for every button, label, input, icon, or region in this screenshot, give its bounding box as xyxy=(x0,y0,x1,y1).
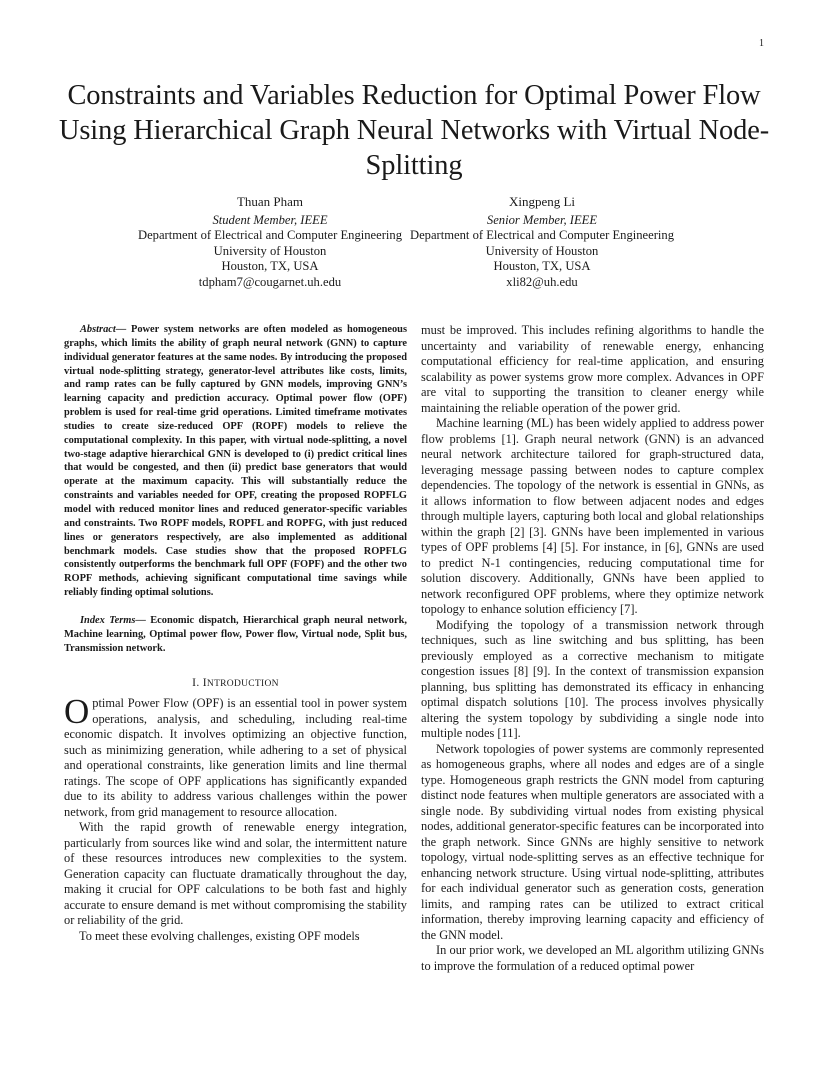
intro-paragraph-topology: Modifying the topology of a transmission network through techniques, such as line switching and bus splitting, has been previously employed as a corrective mechanism to mitigate congestion issues [8] [9]. In the context of transmission expansion planning, bus splitting has demonstrated its efficacy in enhancing optimal dispatch solutions [10]. The process involves physically altering the system topology by subdividing a single node into multiple nodes [11]. xyxy=(421,617,764,740)
author-membership: Student Member, IEEE xyxy=(212,212,328,227)
author-block-2 xyxy=(372,194,712,291)
intro-paragraph-1 xyxy=(64,692,407,820)
author-university: University of Houston xyxy=(485,243,599,258)
section-heading xyxy=(64,676,407,689)
right-column xyxy=(421,323,764,974)
intro-paragraph-continued: must be improved. This includes refining algorithms to handle the uncertainty and variability of renewable energy, enhancing computational efficiency for real-time application, and ensuring scalability as power systems grow more complex. Advances in OPF are vital to supporting the transition to cleaner energy while maintaining the reliable operation of the power grid. xyxy=(421,323,764,415)
paper-title: Constraints and Variables Reduction for Optimal Power Flow Using Hierarchical Graph Neural Networks with Virtual Node-Splitting xyxy=(58,80,770,181)
intro-paragraph-2: With the rapid growth of renewable energy integration, particularly from sources like wind and solar, the intermittent nature of these resources introduces new complexities to the system. Generation capacity can fluctuate dramatically throughout the day, making it crucial for OPF calculations to be both fast and highly accurate to ensure demand is met without compromising the stability or reliability of the grid. xyxy=(64,820,407,928)
section-title-initial: I xyxy=(202,676,207,690)
index-terms: Index Terms— Economic dispatch, Hierarchical graph neural network, Machine learning, Optimal power flow, Power flow, Virtual node, Split bus, Transmission network. xyxy=(64,614,407,654)
intro-paragraph-3: To meet these evolving challenges, existing OPF models xyxy=(79,928,360,943)
abstract-label: Abstract xyxy=(80,324,116,335)
author-location: Houston, TX, USA xyxy=(493,259,591,274)
abstract-text: Power system networks are often modeled as homogeneous graphs, which limits the ability of graph neural network (GNN) to capture individual generator features at the same nodes. By introducing the proposed virtual node-splitting strategy, generator-level attributes like costs, limits, and ramp rates can be fully captured by GNN models, improving GNN’s learning capacity and prediction accuracy. Optimal power flow (OPF) problem is used for real-time grid operations. Limited timeframe motivates studies to create size-reduced OPF (ROPF) models to relieve the computational complexity. In this paper, with virtual node-splitting, a novel two-stage adaptive hierarchical GNN is developed to (i) predict critical lines that would be congested, and then (ii) predict base generators that would operate at the maximum capacity. This will substantially reduce the constraints and variables needed for OPF, creating the proposed ROPFLG model with reduced monitor lines and reduced generator-specific variables and constraints. Two ROPF models, ROPFL and ROPFG, with just reduced lines or generators respectively, are also implemented as additional benchmark models. Case studies show that the proposed ROPFLG consistently outperforms the benchmark full OPF (FOPF) and the other two ROPF methods, achieving significant computational time savings while reliably finding optimal solutions. xyxy=(64,324,407,599)
intro-paragraph-ml: Machine learning (ML) has been widely applied to address power flow problems [1]. Graph neural network (GNN) is an advanced neural network architecture tailored for graph-structured data, leveraging message passing between nodes to capture complex dependencies. The topology of the network is essential in GNNs, as it allows information to flow between adjacent nodes and edges through multiple layers, capturing both local and global relationships within the graph [2] [3]. GNNs have been implemented in various types of OPF problems [4] [5]. For instance, in [6], GNNs are used to predict N-1 contingencies, reducing computational time for solution discovery. Additionally, GNNs have been applied to network reconfigured OPF problems, where they optimize network topology to enhance solution efficiency [7]. xyxy=(421,416,764,616)
author-university: University of Houston xyxy=(213,243,327,258)
author-department: Department of Electrical and Computer Engineering xyxy=(409,228,675,243)
section-numeral: I. xyxy=(192,676,200,690)
intro-paragraph-prior-work: In our prior work, we developed an ML algorithm utilizing GNNs to improve the formulation of a reduced optimal power xyxy=(421,943,764,973)
index-terms-label: Index Terms xyxy=(80,614,136,626)
index-terms-text: Economic dispatch, Hierarchical graph neural network, Machine learning, Optimal power flow, Power flow, Virtual node, Split bus, Transmission network. xyxy=(64,614,407,654)
left-column xyxy=(64,323,407,944)
dropcap-letter: O xyxy=(64,692,90,732)
paragraph-text: ptimal Power Flow (OPF) is an essential tool in power system operations, analysis, and scheduling, including real-time economic dispatch. It involves optimizing an objective function, such as minimizing generation, while adhering to a set of physical and operational constraints, like generation limits and line thermal ratings. The scope of OPF applications has significantly expanded due to its ability to address various challenges within the power network, from grid management to resource allocation. xyxy=(64,696,407,819)
section-title-rest: NTRODUCTION xyxy=(206,679,279,690)
author-department: Department of Electrical and Computer Engineering xyxy=(137,228,403,243)
abstract: Abstract— Power system networks are often modeled as homogeneous graphs, which limits the ability of graph neural network (GNN) to capture individual generator features at the same nodes. By introducing the proposed virtual node-splitting strategy, generator-level attributes like costs, limits, and ramp rates can be fully captured by GNN models, improving GNN’s learning capacity and prediction accuracy. Optimal power flow (OPF) problem is used for real-time grid operations. Limited timeframe motivates studies to create size-reduced OPF (ROPF) models to relieve the computational complexity. In this paper, with virtual node-splitting, a novel two-stage adaptive hierarchical GNN is developed to (i) predict critical lines that would be congested, and then (ii) predict base generators that would operate at the maximum capacity. This will substantially reduce the constraints and variables needed for OPF, creating the proposed ROPFLG model with reduced monitor lines and reduced generator-specific variables and constraints. Two ROPF models, ROPFL and ROPFG, with just reduced lines or generators respectively, are also implemented as additional benchmark models. Case studies show that the proposed ROPFLG consistently outperforms the benchmark full OPF (FOPF) and the other two ROPF methods, achieving significant computational time savings while reliably finding optimal solutions. xyxy=(64,324,407,599)
author-email: xli82@uh.edu xyxy=(506,274,578,289)
author-name: Xingpeng Li xyxy=(508,194,576,209)
author-membership: Senior Member, IEEE xyxy=(486,212,598,227)
intro-paragraph-network: Network topologies of power systems are commonly represented as homogeneous graphs, where all nodes and edges are of a single type. Homogeneous graph restricts the GNN model from capturing distinct node features when multiple generators are associated with a single node. By subdividing virtual nodes from existing physical nodes, additional generator-specific features can be incorporated into the graph network. Since GNNs are highly sensitive to network topology, virtual node-splitting serves as an effective technique for enhancing network structure. Using virtual node-splitting, attributes for each individual generator such as generation costs, generation limits, and ramping rates can be utilized to extract critical information, thereby improving learning capacity and efficiency of the GNN model. xyxy=(421,741,764,942)
author-name: Thuan Pham xyxy=(236,194,304,209)
page-number: 1 xyxy=(759,38,764,49)
author-location: Houston, TX, USA xyxy=(221,259,319,274)
author-email: tdpham7@cougarnet.uh.edu xyxy=(198,274,342,289)
